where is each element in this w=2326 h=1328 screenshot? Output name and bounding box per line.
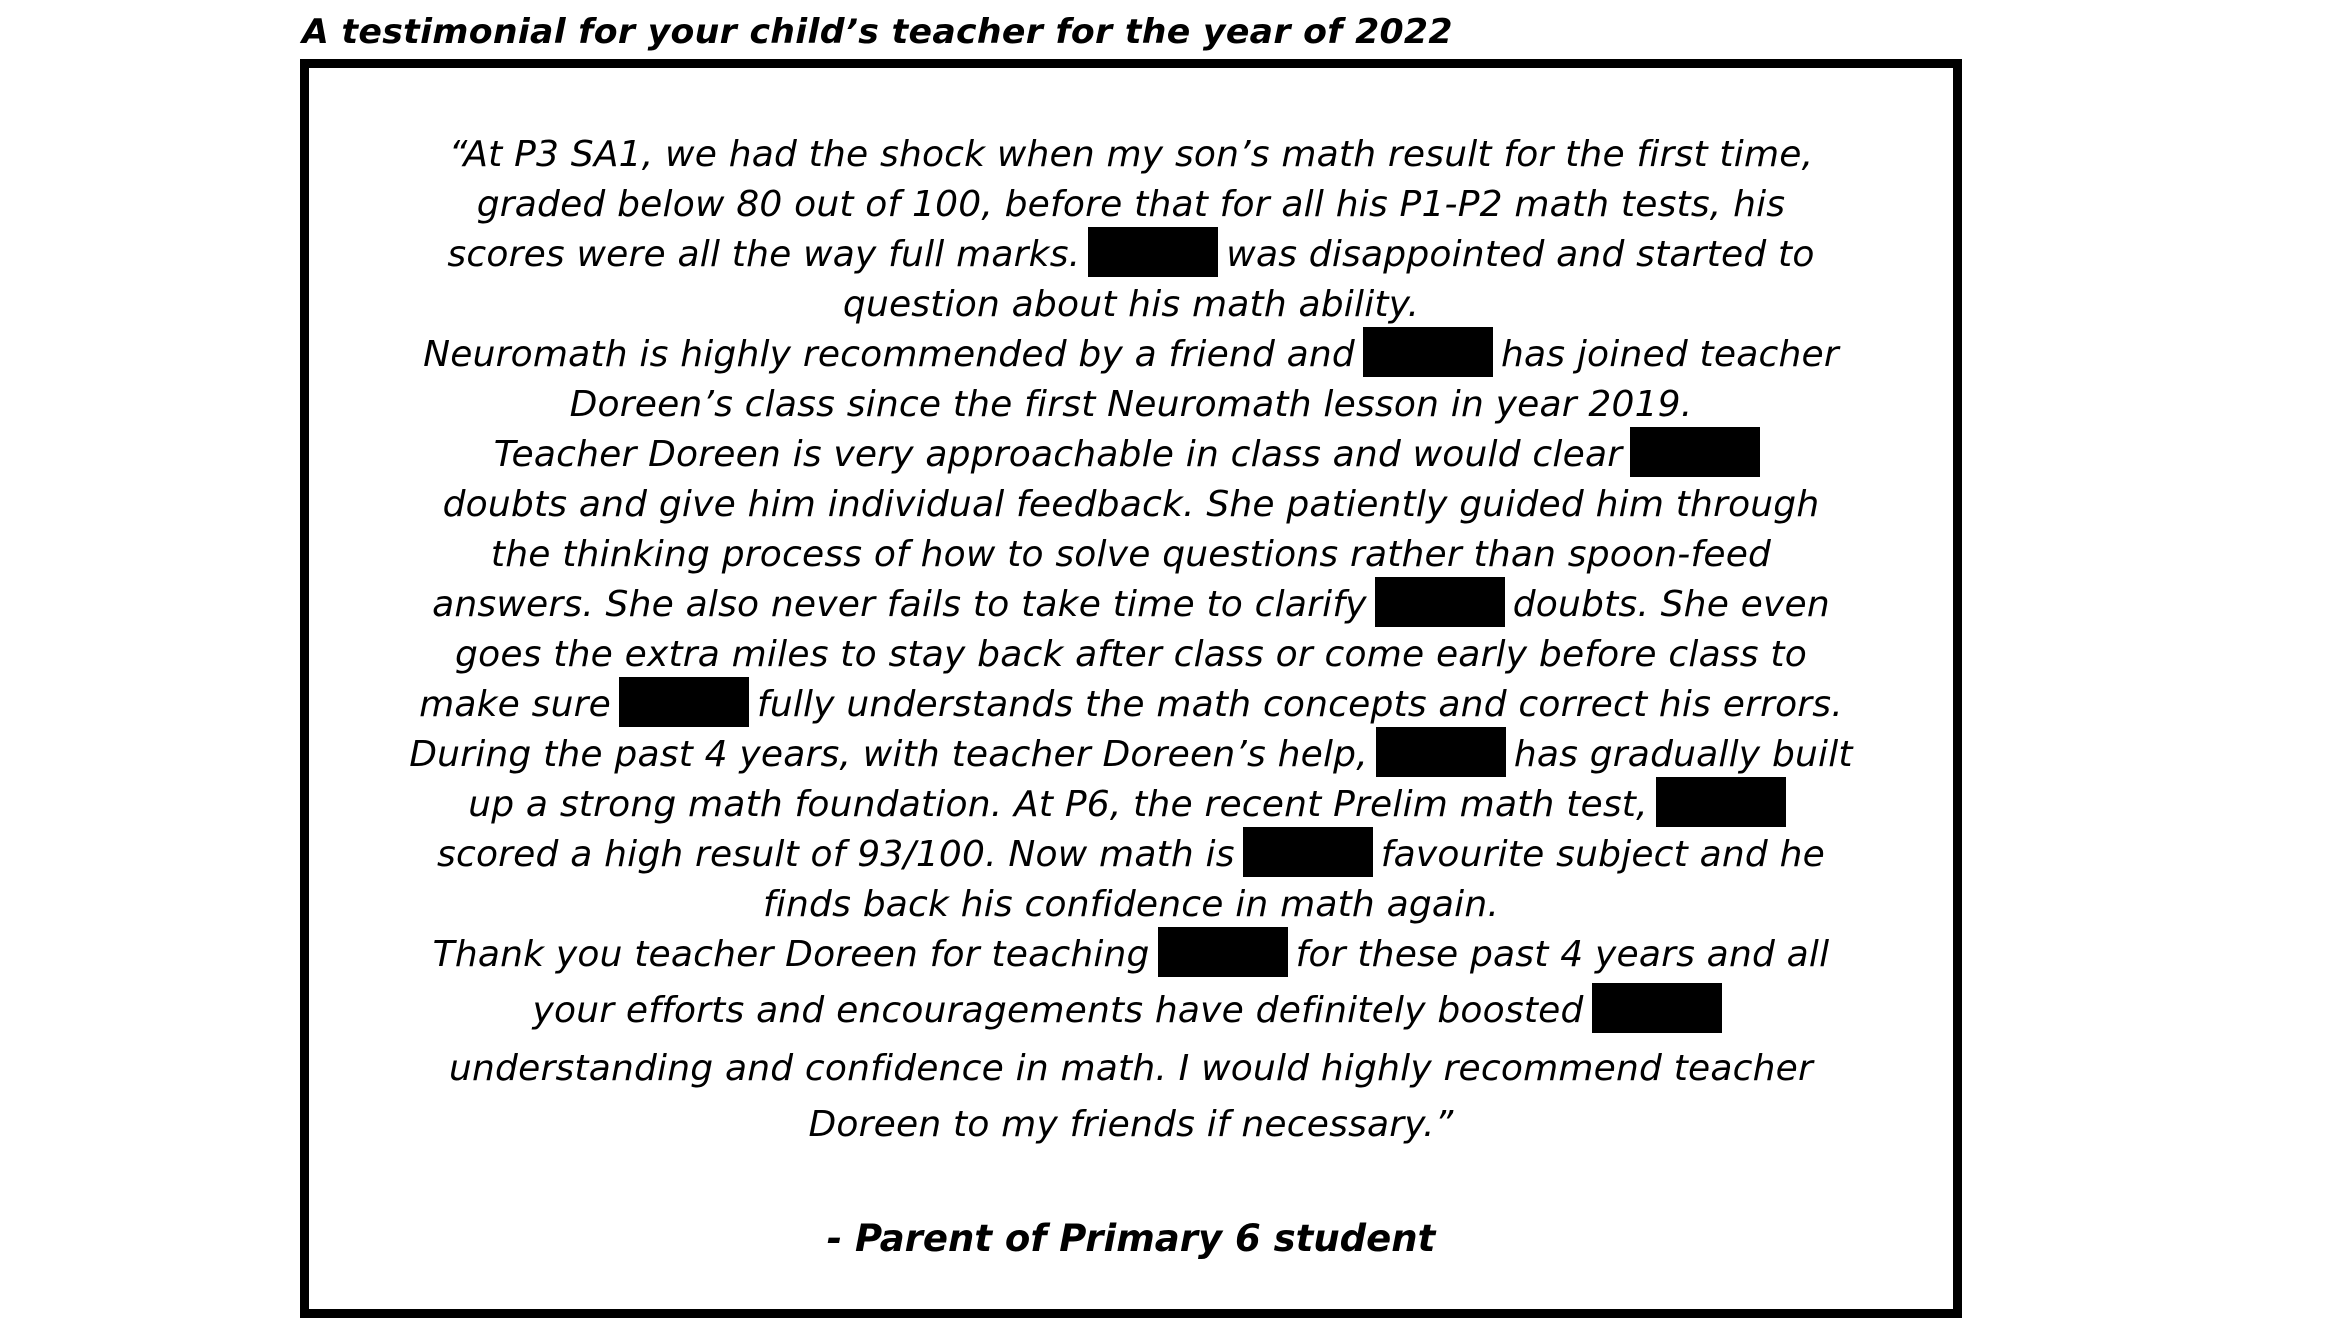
quote-text: Neuromath is highly recommended by a friend and (423, 334, 1355, 375)
quote-text: scored a high result of 93/100. Now math is (437, 834, 1235, 875)
quote-line (309, 680, 1953, 730)
quote-line (309, 880, 1953, 930)
quote-text: graded below 80 out of 100, before that for all his P1-P2 math tests, his (476, 184, 1786, 225)
quote-text: Doreen’s class since the first Neuromath lesson in year 2019. (569, 384, 1693, 425)
quote-text: answers. She also never fails to take time to clarify (432, 584, 1367, 625)
redacted-name-block (1376, 727, 1506, 777)
quote-text: doubts and give him individual feedback. She patiently guided him through (442, 484, 1820, 525)
quote-text: finds back his confidence in math again. (762, 884, 1500, 925)
quote-line (309, 130, 1953, 180)
quote-text: goes the extra miles to stay back after class or come early before class to (455, 634, 1807, 675)
quote-text: make sure (419, 684, 611, 725)
quote-line (309, 180, 1953, 230)
quote-line (309, 430, 1953, 480)
quote-line (309, 1044, 1953, 1094)
redacted-name-block (1375, 577, 1505, 627)
redacted-name-block (619, 677, 749, 727)
quote-text: has gradually built (1513, 734, 1853, 775)
redacted-name-block (1088, 227, 1218, 277)
quote-line (309, 780, 1953, 830)
quote-line (309, 480, 1953, 530)
quote-text: During the past 4 years, with teacher Doreen’s help, (409, 734, 1368, 775)
quote-text: has joined teacher (1500, 334, 1839, 375)
quote-line (309, 230, 1953, 280)
quote-line (309, 280, 1953, 330)
quote-text: fully understands the math concepts and correct his errors. (756, 684, 1843, 725)
document-title: A testimonial for your child’s teacher for the year of 2022 (302, 12, 1453, 52)
quote-text: was disappointed and started to (1226, 234, 1815, 275)
quote-text: question about his math ability. (842, 284, 1420, 325)
testimonial-signature: - Parent of Primary 6 student (826, 1217, 1436, 1260)
redacted-name-block (1656, 777, 1786, 827)
redacted-name-block (1158, 927, 1288, 977)
quote-text: Thank you teacher Doreen for teaching (432, 934, 1150, 975)
quote-text: doubts. She even (1512, 584, 1830, 625)
quote-text: favourite subject and he (1380, 834, 1825, 875)
quote-line (309, 1100, 1953, 1150)
testimonial-box (300, 59, 1962, 1318)
redacted-name-block (1592, 983, 1722, 1033)
quote-text: for these past 4 years and all (1295, 934, 1830, 975)
quote-text: scores were all the way full marks. (447, 234, 1081, 275)
quote-line (309, 580, 1953, 630)
quote-line (309, 380, 1953, 430)
quote-line (309, 986, 1953, 1036)
quote-line (309, 930, 1953, 980)
quote-line (309, 530, 1953, 580)
quote-text: Doreen to my friends if necessary.” (808, 1104, 1454, 1145)
quote-text: the thinking process of how to solve questions rather than spoon-feed (490, 534, 1772, 575)
quote-text: understanding and confidence in math. I would highly recommend teacher (449, 1048, 1813, 1089)
quote-text: your efforts and encouragements have definitely boosted (532, 990, 1584, 1031)
quote-line (309, 330, 1953, 380)
quote-text: Teacher Doreen is very approachable in class and would clear (493, 434, 1623, 475)
redacted-name-block (1630, 427, 1760, 477)
redacted-name-block (1243, 827, 1373, 877)
quote-line (309, 830, 1953, 880)
redacted-name-block (1363, 327, 1493, 377)
quote-line (309, 630, 1953, 680)
quote-line (309, 730, 1953, 780)
quote-text: “At P3 SA1, we had the shock when my son’s math result for the first time, (448, 134, 1814, 175)
quote-text: up a strong math foundation. At P6, the recent Prelim math test, (468, 784, 1648, 825)
